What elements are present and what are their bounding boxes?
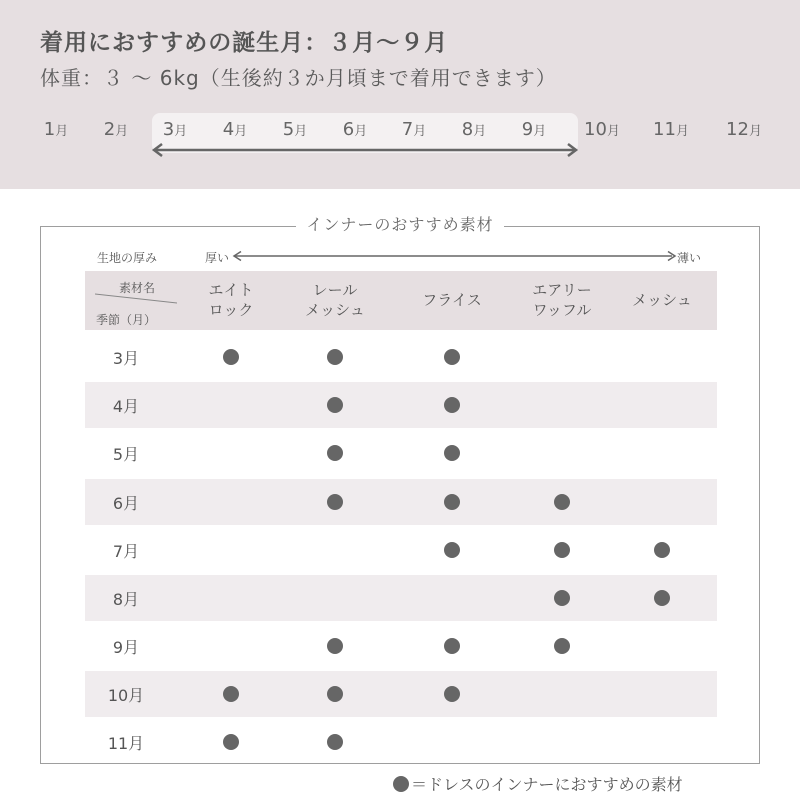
month-6 bbox=[325, 119, 385, 140]
recommend-dot-icon bbox=[327, 397, 343, 413]
month-4 bbox=[205, 119, 265, 140]
material-header-1: エイト ロック bbox=[208, 281, 254, 319]
table-row-shade bbox=[85, 575, 717, 621]
thick-label: 厚い bbox=[205, 251, 230, 265]
recommend-dot-icon bbox=[444, 638, 460, 654]
month-9 bbox=[504, 119, 564, 140]
month-12 bbox=[714, 119, 774, 140]
recommend-dot-icon bbox=[444, 494, 460, 510]
recommend-dot-icon bbox=[223, 686, 239, 702]
recommend-dot-icon bbox=[444, 542, 460, 558]
legend-text: ＝ドレスのインナーにおすすめの素材 bbox=[411, 775, 683, 794]
material-header-4: エアリー ワッフル bbox=[532, 281, 592, 319]
recommend-dot-icon bbox=[327, 349, 343, 365]
recommend-dot-icon bbox=[327, 734, 343, 750]
month-number: 2 bbox=[103, 119, 116, 140]
month-unit: 月 bbox=[606, 124, 620, 139]
corner-season-label: 季節（月） bbox=[96, 313, 157, 327]
recommend-dot-icon bbox=[654, 542, 670, 558]
recommend-dot-icon bbox=[654, 590, 670, 606]
material-header-3: フライス bbox=[422, 291, 482, 309]
legend bbox=[393, 772, 683, 795]
recommend-dot-icon bbox=[327, 445, 343, 461]
recommend-dot-icon bbox=[223, 349, 239, 365]
recommend-dot-icon bbox=[444, 445, 460, 461]
month-unit: 月 bbox=[115, 124, 129, 139]
month-number: 1 bbox=[43, 119, 56, 140]
recommend-dot-icon bbox=[327, 494, 343, 510]
month-7 bbox=[384, 119, 444, 140]
row-month-label: 4月 bbox=[112, 397, 140, 416]
month-number: 5 bbox=[282, 119, 295, 140]
page-title: 着用におすすめの誕生月：３月～９月 bbox=[40, 30, 449, 56]
month-unit: 月 bbox=[354, 124, 368, 139]
month-number: 9 bbox=[521, 119, 534, 140]
recommend-dot-icon bbox=[554, 542, 570, 558]
month-1 bbox=[26, 119, 86, 140]
corner-material-label: 素材名 bbox=[119, 281, 156, 295]
recommend-dot-icon bbox=[554, 494, 570, 510]
thin-label: 薄い bbox=[677, 251, 702, 265]
month-11 bbox=[641, 119, 701, 140]
month-number: 6 bbox=[342, 119, 355, 140]
month-number: 7 bbox=[401, 119, 414, 140]
row-month-label: 8月 bbox=[112, 590, 140, 609]
month-number: 11 bbox=[653, 119, 676, 140]
recommend-dot-icon bbox=[444, 686, 460, 702]
recommend-dot-icon bbox=[444, 349, 460, 365]
corner-divider bbox=[95, 293, 177, 305]
row-month-label: 6月 bbox=[112, 494, 140, 513]
month-unit: 月 bbox=[473, 124, 487, 139]
month-number: 10 bbox=[584, 119, 607, 140]
month-5 bbox=[265, 119, 325, 140]
recommend-dot-icon bbox=[327, 686, 343, 702]
header-banner bbox=[0, 0, 800, 189]
table-row-shade bbox=[85, 382, 717, 428]
table-row-shade bbox=[85, 479, 717, 525]
month-unit: 月 bbox=[413, 124, 427, 139]
material-header-5: メッシュ bbox=[632, 291, 692, 309]
row-month-label: 10月 bbox=[107, 686, 145, 705]
table-row-shade bbox=[85, 671, 717, 717]
row-month-label: 3月 bbox=[112, 349, 140, 368]
recommend-dot-icon bbox=[223, 734, 239, 750]
month-unit: 月 bbox=[55, 124, 69, 139]
month-3 bbox=[145, 119, 205, 140]
thickness-label: 生地の厚み bbox=[97, 251, 158, 265]
legend-dot-icon bbox=[393, 776, 409, 792]
month-8 bbox=[444, 119, 504, 140]
recommend-dot-icon bbox=[444, 397, 460, 413]
recommend-dot-icon bbox=[327, 638, 343, 654]
panel-title: インナーのおすすめ素材 bbox=[0, 212, 800, 235]
row-month-label: 9月 bbox=[112, 638, 140, 657]
recommend-dot-icon bbox=[554, 590, 570, 606]
month-unit: 月 bbox=[174, 124, 188, 139]
row-month-label: 5月 bbox=[112, 445, 140, 464]
thickness-arrow-icon bbox=[232, 250, 677, 262]
month-10 bbox=[572, 119, 632, 140]
month-unit: 月 bbox=[533, 124, 547, 139]
month-unit: 月 bbox=[234, 124, 248, 139]
material-header-2: レール メッシュ bbox=[305, 281, 365, 319]
month-number: 12 bbox=[726, 119, 749, 140]
month-unit: 月 bbox=[675, 124, 689, 139]
month-number: 8 bbox=[461, 119, 474, 140]
month-unit: 月 bbox=[294, 124, 308, 139]
recommend-dot-icon bbox=[554, 638, 570, 654]
row-month-label: 11月 bbox=[107, 734, 145, 753]
month-2 bbox=[86, 119, 146, 140]
row-month-label: 7月 bbox=[112, 542, 140, 561]
month-number: 3 bbox=[162, 119, 175, 140]
month-unit: 月 bbox=[748, 124, 762, 139]
range-arrow-icon bbox=[150, 142, 580, 158]
month-number: 4 bbox=[222, 119, 235, 140]
weight-info: 体重：３ ～ 6kg（生後約３か月頃まで着用できます） bbox=[40, 66, 557, 90]
